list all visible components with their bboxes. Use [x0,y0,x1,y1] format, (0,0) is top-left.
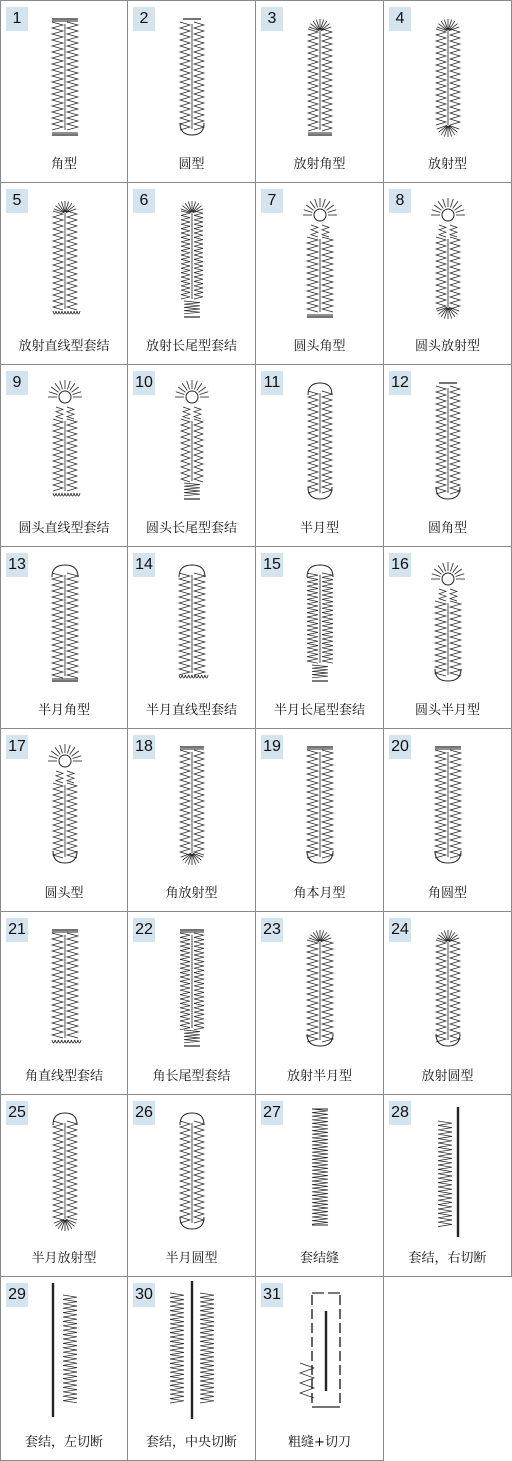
pattern-label: 套结，左切断 [24,1435,103,1450]
pattern-label: 粗缝+切刀 [288,1435,351,1450]
pattern-cell-25[interactable] [0,1095,128,1277]
pattern-number-badge: 1 [6,7,28,31]
pattern-cell-14[interactable] [128,547,256,729]
pattern-cell-24[interactable] [384,912,512,1095]
pattern-label: 角型 [50,157,77,172]
pattern-cell-11[interactable] [256,365,384,547]
pattern-number-badge: 15 [261,553,283,577]
pattern-number-badge: 20 [389,735,411,759]
pattern-cell-2[interactable] [128,0,256,183]
pattern-cell-7[interactable] [256,183,384,365]
pattern-label: 圆头半月型 [414,703,480,718]
pattern-label: 放射直线型套结 [18,339,110,354]
pattern-label: 圆头放射型 [414,339,480,354]
pattern-number-badge: 22 [133,918,155,942]
pattern-cell-30[interactable] [128,1277,256,1461]
pattern-label: 圆头长尾型套结 [145,521,237,536]
pattern-cell-12[interactable] [384,365,512,547]
pattern-label: 半月放射型 [31,1251,97,1266]
pattern-label: 圆头型 [44,886,84,901]
pattern-number-badge: 12 [389,371,411,395]
pattern-number-badge: 14 [133,553,155,577]
pattern-label: 圆型 [178,157,205,172]
pattern-number-badge: 30 [133,1283,155,1307]
pattern-number-badge: 5 [6,189,28,213]
pattern-number-badge: 21 [6,918,28,942]
pattern-label: 角圆型 [427,886,467,901]
pattern-number-badge: 8 [389,189,411,213]
pattern-number-badge: 23 [261,918,283,942]
pattern-label: 圆角型 [427,521,467,536]
pattern-cell-26[interactable] [128,1095,256,1277]
pattern-number-badge: 26 [133,1101,155,1125]
pattern-number-badge: 17 [6,735,28,759]
pattern-cell-31[interactable] [256,1277,384,1461]
pattern-number-badge: 10 [133,371,155,395]
pattern-label: 套结，中央切断 [145,1435,237,1450]
pattern-label: 放射圆型 [421,1069,474,1084]
pattern-label: 角放射型 [165,886,218,901]
pattern-cell-17[interactable] [0,729,128,912]
pattern-cell-18[interactable] [128,729,256,912]
pattern-label: 半月型 [299,521,339,536]
pattern-number-badge: 28 [389,1101,411,1125]
pattern-label: 半月角型 [37,703,90,718]
pattern-cell-22[interactable] [128,912,256,1095]
pattern-cell-20[interactable] [384,729,512,912]
pattern-number-badge: 25 [6,1101,28,1125]
pattern-label: 角直线型套结 [24,1069,103,1084]
pattern-label: 半月长尾型套结 [273,703,365,718]
pattern-cell-27[interactable] [256,1095,384,1277]
pattern-number-badge: 6 [133,189,155,213]
pattern-cell-21[interactable] [0,912,128,1095]
pattern-label: 圆头直线型套结 [18,521,110,536]
pattern-cell-29[interactable] [0,1277,128,1461]
pattern-label: 圆头角型 [293,339,346,354]
pattern-cell-23[interactable] [256,912,384,1095]
pattern-cell-5[interactable] [0,183,128,365]
pattern-cell-13[interactable] [0,547,128,729]
pattern-label: 放射角型 [293,157,346,172]
pattern-number-badge: 7 [261,189,283,213]
pattern-number-badge: 31 [261,1283,283,1307]
pattern-cell-4[interactable] [384,0,512,183]
pattern-number-badge: 2 [133,7,155,31]
pattern-label: 半月圆型 [165,1251,218,1266]
pattern-label: 放射长尾型套结 [145,339,237,354]
pattern-number-badge: 4 [389,7,411,31]
pattern-number-badge: 3 [261,7,283,31]
pattern-cell-1[interactable] [0,0,128,183]
pattern-number-badge: 13 [6,553,28,577]
pattern-cell-9[interactable] [0,365,128,547]
pattern-cell-19[interactable] [256,729,384,912]
pattern-cell-10[interactable] [128,365,256,547]
pattern-number-badge: 19 [261,735,283,759]
pattern-number-badge: 29 [6,1283,28,1307]
pattern-label: 半月直线型套结 [145,703,237,718]
pattern-cell-8[interactable] [384,183,512,365]
pattern-number-badge: 9 [6,371,28,395]
pattern-label: 角本月型 [293,886,346,901]
pattern-number-badge: 16 [389,553,411,577]
pattern-label: 套结缝 [299,1251,339,1266]
pattern-label: 套结，右切断 [408,1251,487,1266]
pattern-cell-15[interactable] [256,547,384,729]
pattern-label: 放射型 [427,157,467,172]
pattern-number-badge: 24 [389,918,411,942]
pattern-label: 角长尾型套结 [152,1069,231,1084]
pattern-number-badge: 18 [133,735,155,759]
pattern-cell-6[interactable] [128,183,256,365]
pattern-label: 放射半月型 [286,1069,352,1084]
pattern-cell-3[interactable] [256,0,384,183]
pattern-number-badge: 27 [261,1101,283,1125]
pattern-cell-28[interactable] [384,1095,512,1277]
pattern-number-badge: 11 [261,371,283,395]
pattern-cell-16[interactable] [384,547,512,729]
